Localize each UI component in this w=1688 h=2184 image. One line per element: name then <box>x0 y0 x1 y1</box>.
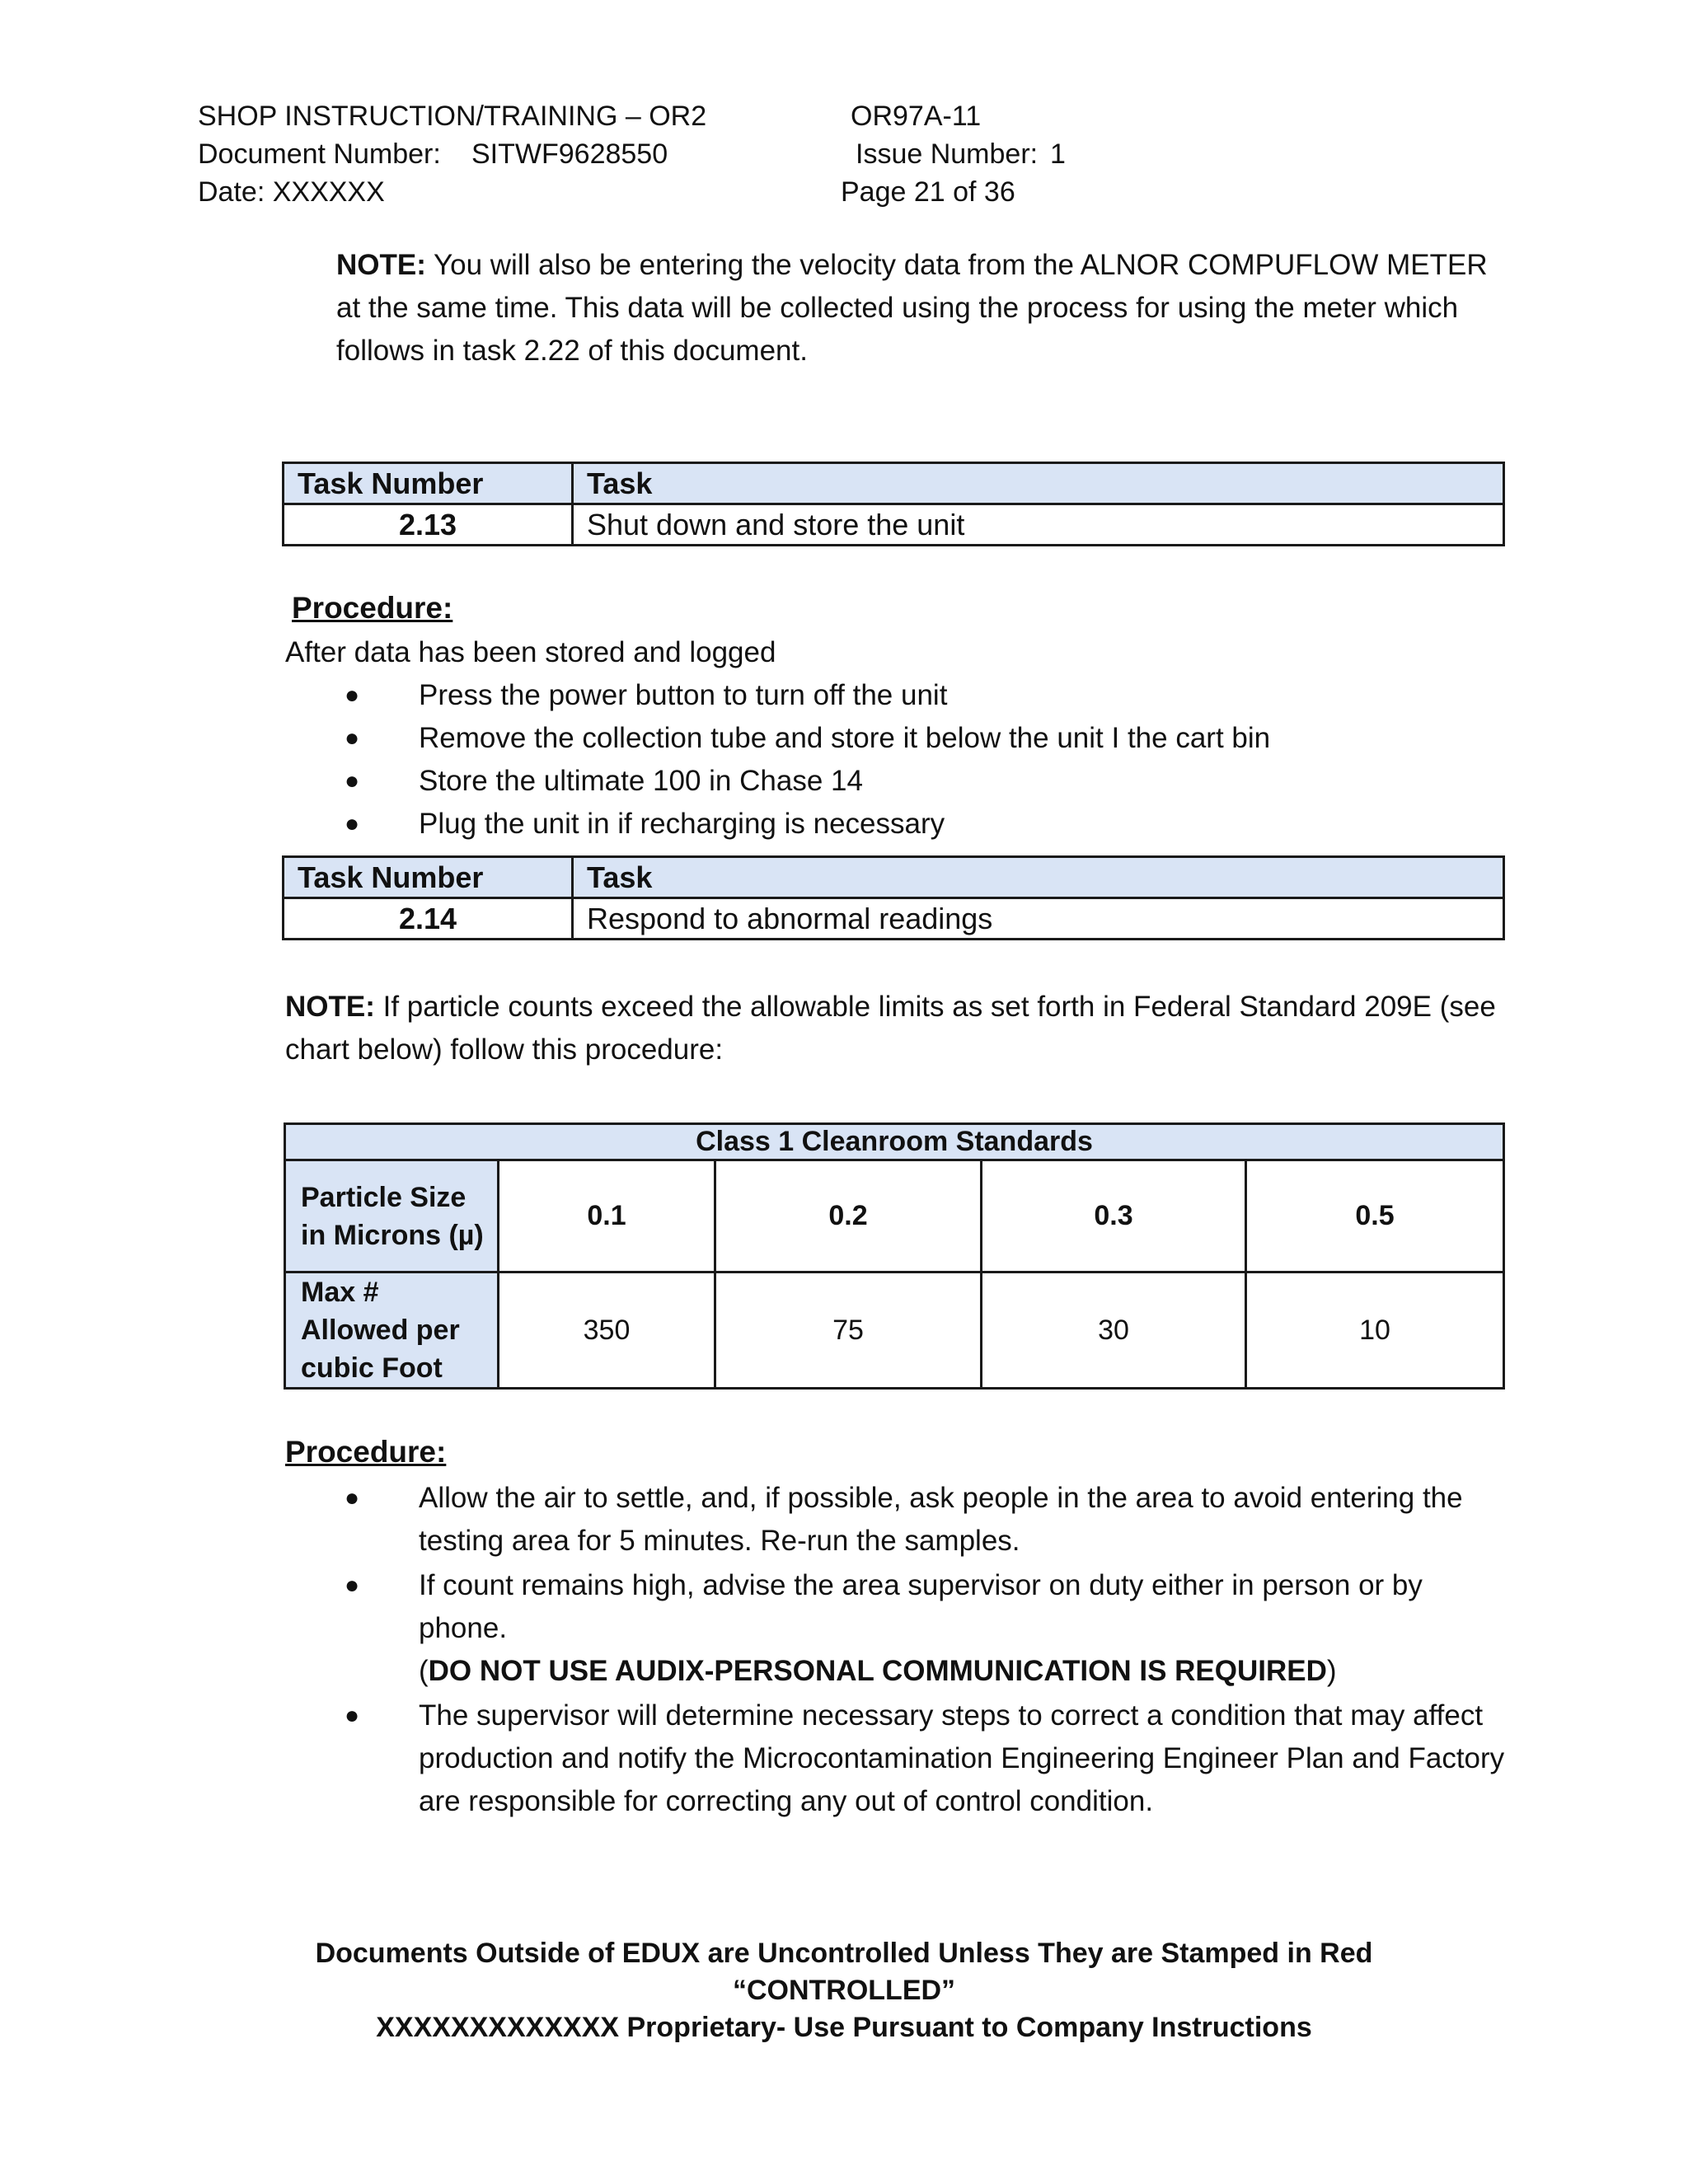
size-cell: 0.3 <box>982 1160 1246 1272</box>
task-header: Task <box>573 857 1504 898</box>
doc-number: SITWF9628550 <box>471 138 668 170</box>
list-item: ● Allow the air to settle, and, if possible, ask people in the area to avoid entering the testing area for 5 minutes. Re-run the samples. <box>318 1477 1505 1563</box>
task-table-2-14 <box>282 855 1505 940</box>
bullet-icon: ● <box>344 1702 360 1729</box>
task-header: Task <box>573 463 1504 504</box>
bullet-icon: ● <box>344 1484 360 1511</box>
bullet-icon: ● <box>344 724 360 752</box>
size-cell: 0.2 <box>715 1160 982 1272</box>
task-number: 2.13 <box>284 504 573 546</box>
note-velocity <box>336 244 1507 373</box>
list-item: ● Store the ultimate 100 in Chase 14 <box>318 760 1505 803</box>
procedure-list <box>318 674 1505 846</box>
list-item: ● If count remains high, advise the area supervisor on duty either in person or by phone. (DO NOT USE AUDIX-PERSONAL COMMUNICATION IS REQUIRED) <box>318 1564 1505 1693</box>
procedure-heading: Procedure: <box>285 1435 447 1469</box>
header-code: OR97A-11 <box>851 101 982 132</box>
footer-line-2: “CONTROLLED” <box>732 1975 956 2006</box>
task-description: Respond to abnormal readings <box>573 898 1504 940</box>
note-label: NOTE: <box>285 991 375 1023</box>
list-item: ● Press the power button to turn off the unit <box>318 674 1505 717</box>
warning-text: DO NOT USE AUDIX-PERSONAL COMMUNICATION IS REQUIRED <box>428 1655 1327 1687</box>
size-cell: 0.1 <box>499 1160 715 1272</box>
bullet-icon: ● <box>344 810 360 837</box>
cleanroom-standards-table <box>284 1122 1505 1390</box>
task-number: 2.14 <box>284 898 573 940</box>
note-text: You will also be entering the velocity data from the ALNOR COMPUFLOW METER at the same time. This data will be collected using the process for using the meter which follows in task 2.22 of this document. <box>336 249 1488 367</box>
table-title: Class 1 Cleanroom Standards <box>285 1124 1504 1160</box>
task-number-header: Task Number <box>284 857 573 898</box>
size-cell: 0.5 <box>1246 1160 1504 1272</box>
header-title: SHOP INSTRUCTION/TRAINING – OR2 <box>198 101 707 132</box>
list-item: ● Plug the unit in if recharging is necessary <box>318 803 1505 846</box>
footer-line-1: Documents Outside of EDUX are Uncontrolled Unless They are Stamped in Red <box>315 1938 1373 1969</box>
bullet-icon: ● <box>344 1572 360 1599</box>
footer-line-3: XXXXXXXXXXXXX Proprietary- Use Pursuant to Company Instructions <box>376 2012 1312 2043</box>
list-item: ● Remove the collection tube and store it below the unit I the cart bin <box>318 717 1505 760</box>
task-number-header: Task Number <box>284 463 573 504</box>
note-label: NOTE: <box>336 249 426 281</box>
max-allowed-label: Max # Allowed per cubic Foot <box>285 1272 499 1389</box>
issue-label: Issue Number: <box>856 138 1039 170</box>
note-text: If particle counts exceed the allowable limits as set forth in Federal Standard 209E (see chart below) follow this procedure: <box>285 991 1496 1066</box>
page-number: Page 21 of 36 <box>841 176 1015 208</box>
particle-size-label: Particle Size in Microns (µ) <box>285 1160 499 1272</box>
bullet-icon: ● <box>344 767 360 794</box>
count-cell: 10 <box>1246 1272 1504 1389</box>
procedure-list <box>318 1477 1505 1823</box>
count-cell: 75 <box>715 1272 982 1389</box>
doc-number-label: Document Number: <box>198 138 441 170</box>
list-item: ● The supervisor will determine necessary steps to correct a condition that may affect production and notify the Microcontamination Engineering Engineer Plan and Factory are responsible for correcting any out of control condition. <box>318 1694 1505 1823</box>
procedure-intro: After data has been stored and logged <box>285 636 776 668</box>
task-description: Shut down and store the unit <box>573 504 1504 546</box>
count-cell: 30 <box>982 1272 1246 1389</box>
note-particle-limits <box>285 986 1505 1071</box>
header-date: Date: XXXXXX <box>198 176 385 208</box>
bullet-icon: ● <box>344 682 360 709</box>
issue-number: 1 <box>1050 138 1066 170</box>
task-table-2-13 <box>282 462 1505 546</box>
count-cell: 350 <box>499 1272 715 1389</box>
procedure-heading: Procedure: <box>292 591 453 625</box>
